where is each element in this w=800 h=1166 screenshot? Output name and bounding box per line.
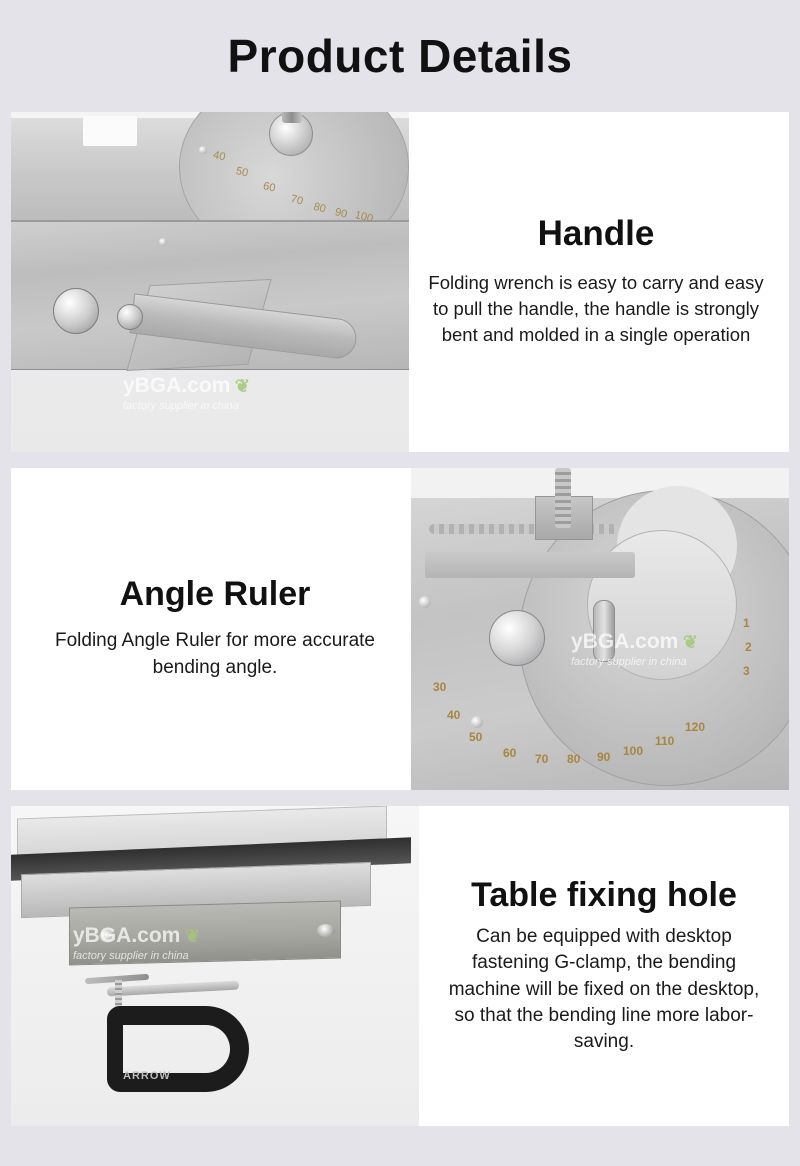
- watermark-text: yBGA.com: [571, 630, 679, 653]
- watermark-subtext: factory supplier in china: [73, 950, 189, 962]
- handle-text-column: [409, 112, 789, 452]
- angle-ruler-body: Folding Angle Ruler for more accurate bending angle.: [55, 629, 375, 678]
- angle-ruler-photo: 30 40 50 60 70 80 90 100 110 120 1 2 3 yBGA.com ❦ factory supplier in china: [411, 468, 789, 790]
- g-clamp: [107, 996, 257, 1106]
- handle-photo: [11, 112, 409, 452]
- handle-body: Folding wrench is easy to carry and easy to pull the handle, the handle is strongly bent and molded in a single operation: [428, 271, 764, 346]
- watermark-subtext: factory supplier in china: [123, 400, 239, 412]
- section-handle: [11, 112, 789, 452]
- table-fixing-hole-text-column: [419, 806, 789, 1126]
- angle-ruler-text-column: [11, 468, 411, 790]
- watermark-subtext: factory supplier in china: [571, 656, 687, 668]
- leaf-icon: ❦: [682, 632, 698, 652]
- table-fixing-hole-photo: [11, 806, 419, 1126]
- watermark-text: yBGA.com: [123, 374, 231, 397]
- table-fixing-hole-heading: Table fixing hole: [471, 875, 737, 914]
- page-title: Product Details: [227, 30, 573, 82]
- section-table-fixing-hole: [11, 806, 789, 1126]
- leaf-icon: ❦: [184, 926, 200, 946]
- leaf-icon: ❦: [234, 376, 250, 396]
- section-angle-ruler: [11, 468, 789, 790]
- watermark-text: yBGA.com: [73, 924, 181, 947]
- page-title-bar: [0, 0, 800, 112]
- handle-scale-marks: 40 50 60 70 80 90 100: [211, 148, 375, 226]
- table-fixing-hole-body: Can be equipped with desktop fastening G-clamp, the bending machine will be fixed on the desktop, so that the bending line more labor-saving.: [448, 926, 760, 1053]
- angle-ruler-heading: Angle Ruler: [119, 575, 311, 614]
- clamp-brand-label: ARROW: [123, 1070, 171, 1082]
- handle-heading: Handle: [537, 214, 655, 254]
